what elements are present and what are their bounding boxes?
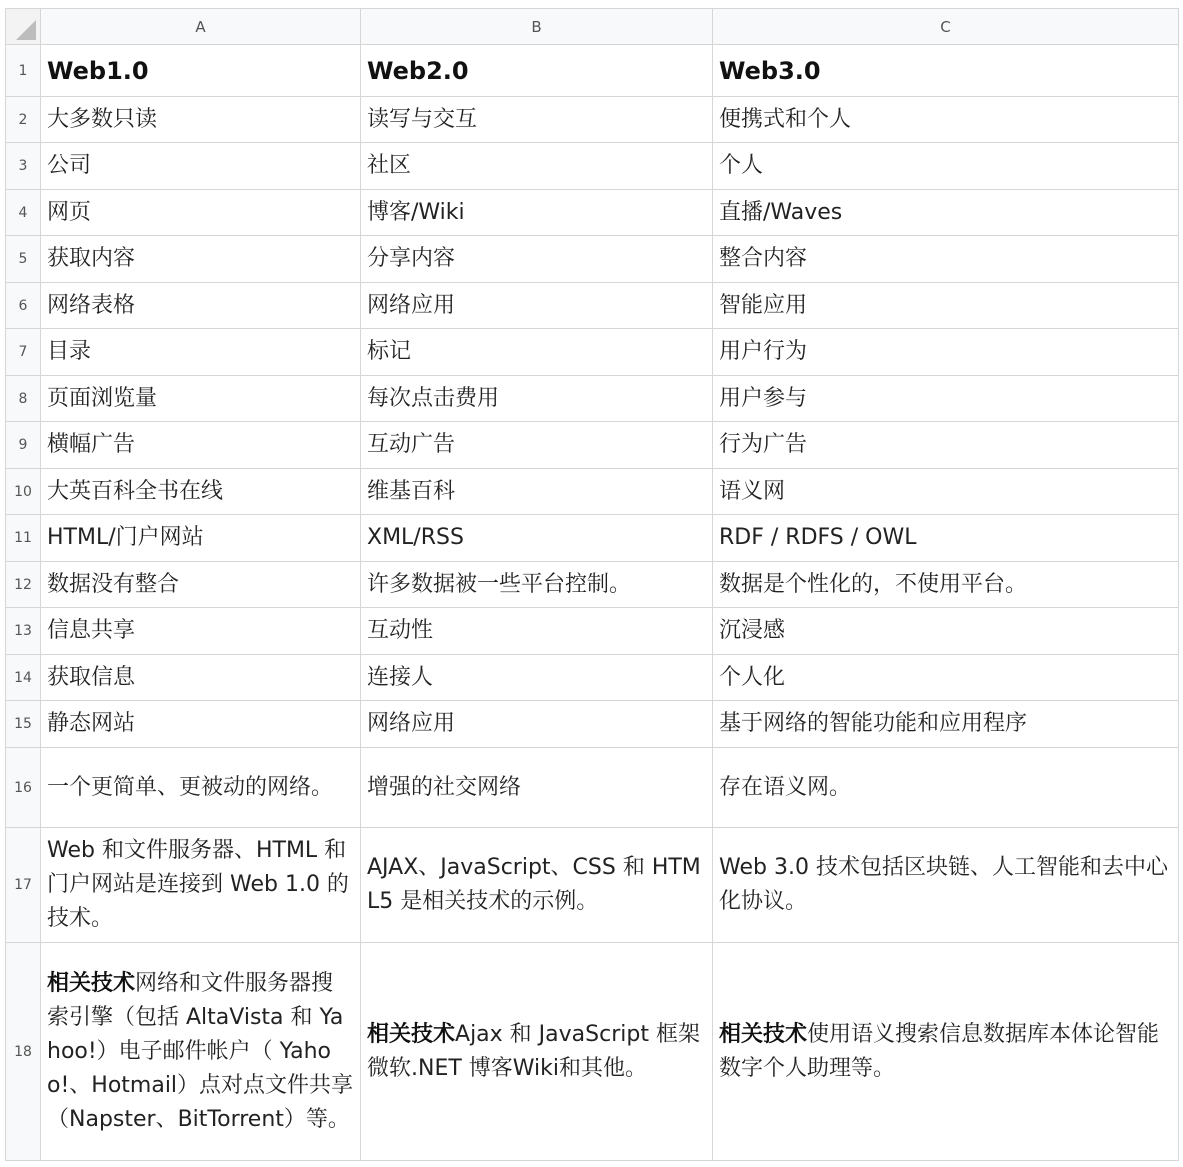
row-header[interactable]: 16 xyxy=(6,748,41,828)
cell-a8[interactable]: 页面浏览量 xyxy=(41,376,361,422)
cell-c6[interactable]: 智能应用 xyxy=(713,283,1179,329)
cell-c17[interactable]: Web 3.0 技术包括区块链、人工智能和去中心化协议。 xyxy=(713,828,1179,943)
row-header[interactable]: 17 xyxy=(6,828,41,943)
row-header[interactable]: 12 xyxy=(6,562,41,608)
cell-a4[interactable]: 网页 xyxy=(41,190,361,236)
cell-a18[interactable] xyxy=(41,943,361,1161)
table-row xyxy=(6,828,1179,943)
cell-c14[interactable]: 个人化 xyxy=(713,655,1179,701)
cell-a10[interactable]: 大英百科全书在线 xyxy=(41,469,361,515)
table-row xyxy=(6,97,1179,143)
table-row xyxy=(6,562,1179,608)
cell-c15[interactable]: 基于网络的智能功能和应用程序 xyxy=(713,701,1179,748)
table-row xyxy=(6,943,1179,1161)
cell-b16[interactable]: 增强的社交网络 xyxy=(361,748,713,828)
cell-b10[interactable]: 维基百科 xyxy=(361,469,713,515)
cell-c11[interactable]: RDF / RDFS / OWL xyxy=(713,515,1179,562)
table-row xyxy=(6,515,1179,562)
cell-c2[interactable]: 便携式和个人 xyxy=(713,97,1179,143)
cell-b9[interactable]: 互动广告 xyxy=(361,422,713,469)
row-header[interactable]: 5 xyxy=(6,236,41,283)
cell-a5[interactable]: 获取内容 xyxy=(41,236,361,283)
cell-c16[interactable]: 存在语义网。 xyxy=(713,748,1179,828)
table-row xyxy=(6,376,1179,422)
row-header[interactable]: 10 xyxy=(6,469,41,515)
column-header-c[interactable]: C xyxy=(713,9,1179,45)
cell-a13[interactable]: 信息共享 xyxy=(41,608,361,655)
cell-b7[interactable]: 标记 xyxy=(361,329,713,376)
table-row xyxy=(6,283,1179,329)
cell-a14[interactable]: 获取信息 xyxy=(41,655,361,701)
cell-b11[interactable]: XML/RSS xyxy=(361,515,713,562)
cell-b14[interactable]: 连接人 xyxy=(361,655,713,701)
select-all-corner[interactable] xyxy=(6,9,41,45)
column-header-a[interactable]: A xyxy=(41,9,361,45)
cell-c18[interactable] xyxy=(713,943,1179,1161)
cell-a12[interactable]: 数据没有整合 xyxy=(41,562,361,608)
table-row xyxy=(6,469,1179,515)
cell-b3[interactable]: 社区 xyxy=(361,143,713,190)
row-header[interactable]: 15 xyxy=(6,701,41,748)
cell-b13[interactable]: 互动性 xyxy=(361,608,713,655)
cell-b12[interactable]: 许多数据被一些平台控制。 xyxy=(361,562,713,608)
cell-b15[interactable]: 网络应用 xyxy=(361,701,713,748)
cell-bold-lead: 相关技术 xyxy=(367,1021,456,1047)
cell-b4[interactable]: 博客/Wiki xyxy=(361,190,713,236)
cell-c8[interactable]: 用户参与 xyxy=(713,376,1179,422)
column-header-row xyxy=(6,9,1179,45)
column-header-b[interactable]: B xyxy=(361,9,713,45)
cell-b5[interactable]: 分享内容 xyxy=(361,236,713,283)
row-header[interactable]: 11 xyxy=(6,515,41,562)
cell-c5[interactable]: 整合内容 xyxy=(713,236,1179,283)
table-row xyxy=(6,190,1179,236)
cell-a17[interactable]: Web 和文件服务器、HTML 和门户网站是连接到 Web 1.0 的技术。 xyxy=(41,828,361,943)
row-header[interactable]: 1 xyxy=(6,45,41,97)
table-row xyxy=(6,143,1179,190)
spreadsheet-grid xyxy=(5,8,1179,1161)
row-header[interactable]: 8 xyxy=(6,376,41,422)
select-all-triangle-icon[interactable] xyxy=(16,20,36,40)
cell-c9[interactable]: 行为广告 xyxy=(713,422,1179,469)
cell-b18[interactable] xyxy=(361,943,713,1161)
cell-a6[interactable]: 网络表格 xyxy=(41,283,361,329)
row-header[interactable]: 6 xyxy=(6,283,41,329)
cell-a9[interactable]: 横幅广告 xyxy=(41,422,361,469)
cell-a11[interactable]: HTML/门户网站 xyxy=(41,515,361,562)
cell-c10[interactable]: 语义网 xyxy=(713,469,1179,515)
table-row xyxy=(6,422,1179,469)
row-header[interactable]: 7 xyxy=(6,329,41,376)
cell-a15[interactable]: 静态网站 xyxy=(41,701,361,748)
cell-c7[interactable]: 用户行为 xyxy=(713,329,1179,376)
cell-c12[interactable]: 数据是个性化的，不使用平台。 xyxy=(713,562,1179,608)
table-row xyxy=(6,45,1179,97)
row-header[interactable]: 18 xyxy=(6,943,41,1161)
cell-b6[interactable]: 网络应用 xyxy=(361,283,713,329)
table-row xyxy=(6,236,1179,283)
table-row xyxy=(6,748,1179,828)
cell-c3[interactable]: 个人 xyxy=(713,143,1179,190)
cell-b2[interactable]: 读写与交互 xyxy=(361,97,713,143)
row-header[interactable]: 9 xyxy=(6,422,41,469)
cell-a16[interactable]: 一个更简单、更被动的网络。 xyxy=(41,748,361,828)
cell-a1[interactable]: Web1.0 xyxy=(41,45,361,97)
table-row xyxy=(6,701,1179,748)
cell-a7[interactable]: 目录 xyxy=(41,329,361,376)
table-row xyxy=(6,608,1179,655)
cell-c1[interactable]: Web3.0 xyxy=(713,45,1179,97)
cell-body-text: 使用语义搜索信息数据库本体论智能数字个人助理等。 xyxy=(719,1021,1160,1081)
cell-body-text: Ajax 和 JavaScript 框架微软.NET 博客Wiki和其他。 xyxy=(367,1021,700,1081)
cell-a3[interactable]: 公司 xyxy=(41,143,361,190)
cell-c4[interactable]: 直播/Waves xyxy=(713,190,1179,236)
row-header[interactable]: 4 xyxy=(6,190,41,236)
cell-b17[interactable]: AJAX、JavaScript、CSS 和 HTML5 是相关技术的示例。 xyxy=(361,828,713,943)
row-header[interactable]: 2 xyxy=(6,97,41,143)
table-row xyxy=(6,329,1179,376)
row-header[interactable]: 14 xyxy=(6,655,41,701)
cell-b1[interactable]: Web2.0 xyxy=(361,45,713,97)
cell-b8[interactable]: 每次点击费用 xyxy=(361,376,713,422)
table-row xyxy=(6,655,1179,701)
cell-bold-lead: 相关技术 xyxy=(47,970,136,996)
cell-bold-lead: 相关技术 xyxy=(719,1021,808,1047)
cell-body-text: 网络和文件服务器搜索引擎（包括 AltaVista 和 Yahoo!）电子邮件帐户（ Yahoo!、Hotmail）点对点文件共享（Napster、BitTorrent）等。 xyxy=(47,970,354,1132)
row-header[interactable]: 13 xyxy=(6,608,41,655)
cell-a2[interactable]: 大多数只读 xyxy=(41,97,361,143)
cell-c13[interactable]: 沉浸感 xyxy=(713,608,1179,655)
row-header[interactable]: 3 xyxy=(6,143,41,190)
